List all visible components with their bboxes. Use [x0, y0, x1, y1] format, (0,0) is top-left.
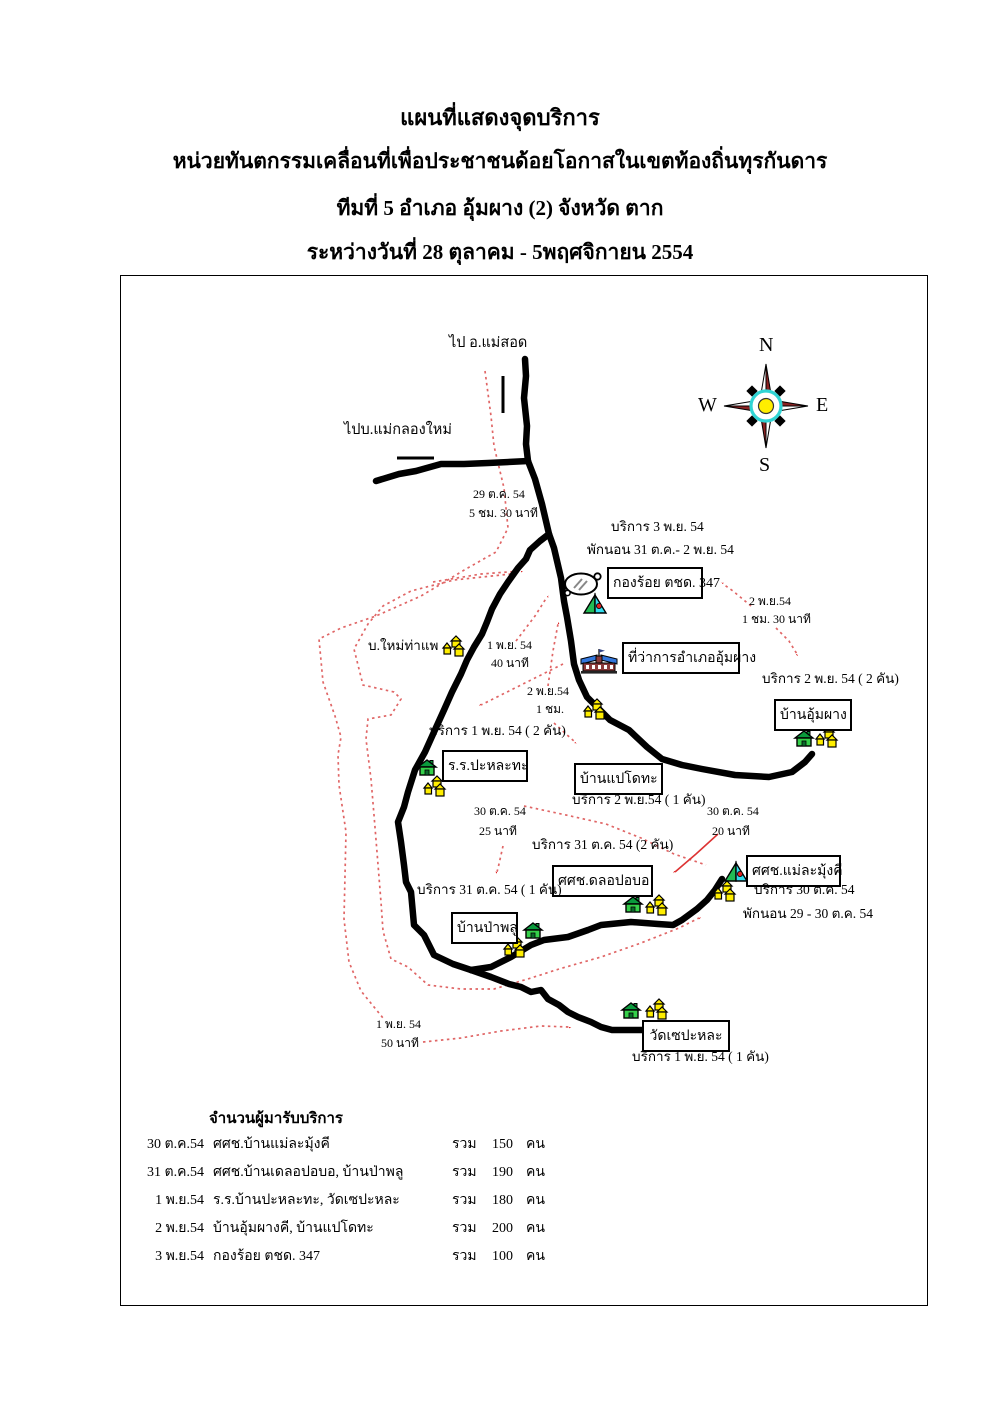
- map-note: บริการ 30 ต.ค. 54: [754, 882, 855, 897]
- total-label: รวม: [452, 1193, 477, 1208]
- map-note: 1 ชม.: [536, 702, 565, 716]
- total-value: 180: [492, 1193, 513, 1208]
- map-note: บริการ 3 พ.ย. 54: [611, 519, 704, 534]
- map-note: 1 พ.ย. 54: [487, 638, 532, 652]
- compass-w-label: W: [698, 394, 717, 416]
- village-house-icon: [795, 731, 813, 746]
- summary-date: 31 ต.ค.54: [147, 1165, 204, 1180]
- map-note: 20 นาที: [712, 824, 750, 838]
- map-note: 5 ชม. 30 นาที: [469, 506, 538, 520]
- summary-date: 1 พ.ย.54: [155, 1193, 204, 1208]
- crossed-ellipse-icon: [565, 573, 601, 595]
- map-note: พักนอน 29 - 30 ต.ค. 54: [743, 906, 874, 921]
- map-note: บ.ใหม่ท่าแพ: [368, 638, 439, 653]
- roads: [376, 359, 812, 1030]
- camp-tent-icon: [725, 863, 747, 881]
- map-note: 30 ต.ค. 54: [474, 804, 526, 818]
- place-box-wat-sepala: วัดเซปะหละ: [642, 1020, 730, 1052]
- village-house-icon: [622, 1003, 640, 1018]
- place-box-amphoe-umphang-office: ที่ว่าการอำเภออุ้มผาง: [622, 642, 740, 674]
- compass-e-label: E: [816, 394, 829, 416]
- place-box-ssch-dalopobo: ศศช.ดลอปอบอ: [552, 865, 653, 897]
- map-note: 30 ต.ค. 54: [707, 804, 759, 818]
- map-note: บริการ 31 ต.ค. 54 (2 คัน): [532, 837, 674, 852]
- huts-icon: [646, 999, 667, 1019]
- huts-icon: [646, 895, 667, 915]
- summary-total: [452, 1189, 545, 1211]
- total-label: รวม: [452, 1137, 477, 1152]
- village-house-icon: [524, 923, 542, 938]
- summary-date: 30 ต.ค.54: [147, 1137, 204, 1152]
- place-box-ban-pae-do-tha: บ้านแปโดทะ: [574, 763, 663, 795]
- total-unit: คน: [526, 1193, 545, 1208]
- total-value: 200: [492, 1221, 513, 1236]
- summary-place: กองร้อย ตชด. 347: [213, 1249, 321, 1264]
- summary-total: [452, 1217, 545, 1239]
- village-house-icon: [624, 897, 642, 912]
- total-value: 100: [492, 1249, 513, 1264]
- map-note: บริการ 2 พ.ย.54 ( 1 คัน): [572, 792, 706, 807]
- summary-place: บ้านอุ้มผางคี, บ้านแปโดทะ: [213, 1221, 374, 1236]
- compass-n-label: N: [759, 334, 774, 356]
- map-note: 25 นาที: [479, 824, 517, 838]
- map-note: 2 พ.ย.54: [527, 684, 569, 698]
- summary-place: ร.ร.บ้านปะหละทะ, วัดเซปะหละ: [213, 1193, 400, 1208]
- total-value: 150: [492, 1137, 513, 1152]
- map-note: บริการ 1 พ.ย. 54 ( 1 คัน): [632, 1049, 769, 1064]
- page-title-line-3: ทีมที่ 5 อำเภอ อุ้มผาง (2) จังหวัด ตาก: [336, 196, 664, 220]
- summary-place: ศศช.บ้านแม่ละมุ้งคี: [213, 1137, 330, 1152]
- map-note: บริการ 2 พ.ย. 54 ( 2 คัน): [762, 671, 899, 686]
- map-note: 1 ชม. 30 นาที: [742, 612, 811, 626]
- map-note: 1 พ.ย. 54: [376, 1017, 421, 1031]
- west-direction-label: ไปบ.แม่กลองใหม่: [344, 422, 452, 438]
- total-unit: คน: [526, 1137, 545, 1152]
- place-box-school-palatha: ร.ร.ปะหละทะ: [442, 750, 528, 782]
- map-note: พักนอน 31 ต.ค.- 2 พ.ย. 54: [587, 542, 734, 557]
- total-unit: คน: [526, 1249, 545, 1264]
- place-box-ban-umphang: บ้านอุ้มผาง: [774, 699, 852, 731]
- camp-tent-icon: [584, 595, 606, 613]
- map-note: บริการ 31 ต.ค. 54 ( 1 คัน): [417, 882, 562, 897]
- summary-total: [452, 1161, 545, 1183]
- total-unit: คน: [526, 1221, 545, 1236]
- map-note: บริการ 1 พ.ย. 54 ( 2 คัน): [429, 723, 566, 738]
- map-note: 50 นาที: [381, 1036, 419, 1050]
- page-title-line-1: แผนที่แสดงจุดบริการ: [400, 105, 600, 130]
- map-note: 29 ต.ค. 54: [473, 487, 525, 501]
- place-box-ssch-mae-la-mung-khi: ศศช.แม่ละมุ้งคี: [746, 855, 841, 887]
- summary-heading: จำนวนผู้มารับบริการ: [209, 1111, 343, 1127]
- summary-place: ศศช.บ้านเดลอปอบอ, บ้านป่าพลู: [213, 1165, 404, 1180]
- government-building-icon: [581, 649, 617, 674]
- trail-solid-arrow: [675, 834, 718, 872]
- total-label: รวม: [452, 1165, 477, 1180]
- summary-total: [452, 1133, 545, 1155]
- map-note: 40 นาที: [491, 656, 529, 670]
- huts-icon: [443, 636, 464, 656]
- map-frame: [120, 275, 928, 1306]
- total-value: 190: [492, 1165, 513, 1180]
- page-title-line-4: ระหว่างวันที่ 28 ตุลาคม - 5พฤศจิกายน 2554: [306, 240, 694, 264]
- summary-date: 3 พ.ย.54: [155, 1249, 204, 1264]
- total-label: รวม: [452, 1221, 477, 1236]
- compass-rose-icon: [724, 364, 808, 448]
- summary-date: 2 พ.ย.54: [155, 1221, 204, 1236]
- huts-icon: [584, 699, 605, 719]
- place-box-ban-pa-phlu: บ้านป่าพลู: [451, 912, 518, 944]
- total-label: รวม: [452, 1249, 477, 1264]
- place-box-kong-roi-347: กองร้อย ตชด. 347: [607, 567, 703, 599]
- map-note: 2 พ.ย.54: [749, 594, 791, 608]
- total-unit: คน: [526, 1165, 545, 1180]
- page-title-line-2: หน่วยทันตกรรมเคลื่อนที่เพื่อประชาชนด้อยโอกาสในเขตท้องถิ่นทุรกันดาร: [172, 149, 828, 173]
- compass-s-label: S: [759, 454, 771, 476]
- summary-total: [452, 1245, 545, 1267]
- north-direction-label: ไป อ.แม่สอด: [449, 335, 528, 351]
